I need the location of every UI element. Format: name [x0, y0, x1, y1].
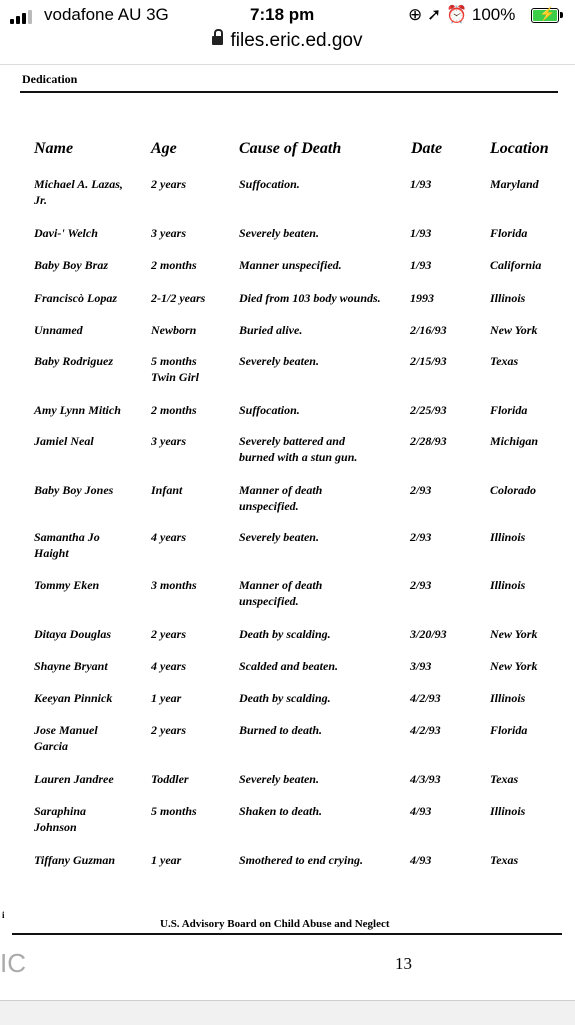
- cell-cause: Burned to death.: [239, 723, 323, 737]
- cell-age: 2 years: [151, 177, 186, 191]
- cell-age: 5 months: [151, 354, 197, 368]
- cell-age: 2 years: [151, 627, 186, 641]
- cell-location: Colorado: [490, 483, 537, 497]
- cell-location: New York: [490, 659, 538, 673]
- footer-text: U.S. Advisory Board on Child Abuse and Neglect: [160, 918, 390, 930]
- cell-date: 2/93: [410, 530, 432, 544]
- cell-name: Unnamed: [34, 323, 83, 337]
- eric-logo: IC: [0, 948, 26, 978]
- cell-cause: unspecified.: [239, 499, 299, 513]
- cell-age: 2 months: [151, 258, 197, 272]
- cell-cause: Severely beaten.: [239, 354, 319, 368]
- col-header-name: Name: [34, 140, 74, 157]
- col-header-age: Age: [151, 140, 177, 157]
- cell-cause: Suffocation.: [239, 403, 300, 417]
- cell-name: Johnson: [34, 820, 77, 834]
- cell-name: Baby Rodriguez: [34, 354, 114, 368]
- signal-icon: [10, 8, 36, 24]
- cell-location: Texas: [490, 354, 519, 368]
- cell-date: 4/93: [410, 804, 432, 818]
- cell-cause: Smothered to end crying.: [239, 853, 364, 867]
- status-icons: [408, 5, 515, 25]
- cell-cause: Severely battered and: [239, 434, 345, 448]
- cell-name: Michael A. Lazas,: [34, 177, 123, 191]
- cell-date: 3/20/93: [410, 627, 447, 641]
- page-bottom-edge: [0, 1000, 575, 1025]
- cell-location: Texas: [490, 853, 519, 867]
- cell-name: Baby Boy Braz: [34, 258, 109, 272]
- cell-age: Toddler: [151, 772, 189, 786]
- cell-name: Garcia: [34, 739, 68, 753]
- cell-name: Jr.: [34, 193, 48, 207]
- cell-location: California: [490, 258, 542, 272]
- cell-date: 4/2/93: [410, 691, 441, 705]
- cell-date: 2/16/93: [410, 323, 447, 337]
- cell-cause: Shaken to death.: [239, 804, 323, 818]
- cell-age: Newborn: [151, 323, 197, 337]
- cell-age: 2 months: [151, 403, 197, 417]
- cell-age: 5 months: [151, 804, 197, 818]
- cell-location: Florida: [490, 723, 528, 737]
- cell-cause: Death by scalding.: [239, 691, 331, 705]
- cell-name: Amy Lynn Mitich: [34, 403, 121, 417]
- cell-name: Haight: [34, 546, 69, 560]
- cell-age: 4 years: [151, 530, 186, 544]
- cell-cause: Severely beaten.: [239, 530, 319, 544]
- alarm-icon: ⏰: [445, 5, 468, 24]
- cell-age: 3 months: [151, 578, 197, 592]
- cell-age: 2-1/2 years: [151, 291, 206, 305]
- cell-cause: Severely beaten.: [239, 226, 319, 240]
- cell-location: Florida: [490, 403, 528, 417]
- cell-date: 1/93: [410, 258, 432, 272]
- cell-age: 3 years: [151, 434, 186, 448]
- cell-date: 4/3/93: [410, 772, 441, 786]
- cell-date: 4/2/93: [410, 723, 441, 737]
- header-rule: [20, 91, 558, 93]
- cell-date: 2/25/93: [410, 403, 447, 417]
- cell-cause: burned with a stun gun.: [239, 450, 358, 464]
- cell-location: Illinois: [490, 691, 526, 705]
- cell-location: Florida: [490, 226, 528, 240]
- lock-icon: [212, 36, 223, 45]
- section-title: Dedication: [22, 72, 78, 86]
- url-text: files.eric.ed.gov: [230, 30, 363, 51]
- cell-location: Maryland: [490, 177, 539, 191]
- cell-name: Keeyan Pinnick: [34, 691, 113, 705]
- cell-age: 4 years: [151, 659, 186, 673]
- cell-cause: Buried alive.: [239, 323, 303, 337]
- cell-date: 4/93: [410, 853, 432, 867]
- cell-name: Franciscò Lopaz: [34, 291, 118, 305]
- cell-date: 1/93: [410, 226, 432, 240]
- cell-name: Lauren Jandree: [34, 772, 114, 786]
- cell-age: 2 years: [151, 723, 186, 737]
- location-icon: ➚: [426, 5, 442, 24]
- footer-rule: [12, 933, 562, 935]
- address-bar[interactable]: [0, 30, 575, 60]
- cell-name: Baby Boy Jones: [34, 483, 114, 497]
- cell-date: 2/93: [410, 483, 432, 497]
- orientation-lock-icon: ⊕: [408, 5, 423, 24]
- col-header-date: Date: [411, 140, 443, 157]
- cell-name: Saraphina: [34, 804, 87, 818]
- cell-age: 3 years: [151, 226, 186, 240]
- cell-name: Jamiel Neal: [34, 434, 94, 448]
- cell-cause: Death by scalding.: [239, 627, 331, 641]
- cell-location: Texas: [490, 772, 519, 786]
- cell-location: New York: [490, 323, 538, 337]
- cell-cause: unspecified.: [239, 594, 299, 608]
- divider: [0, 64, 575, 65]
- page-number: 13: [395, 954, 412, 973]
- cell-name: Tiffany Guzman: [34, 853, 116, 867]
- cell-location: Illinois: [490, 578, 526, 592]
- carrier-label: vodafone AU 3G: [44, 5, 169, 24]
- cell-location: Illinois: [490, 804, 526, 818]
- cell-location: Michigan: [490, 434, 539, 448]
- cell-name: Tommy Eken: [34, 578, 100, 592]
- cell-date: 1993: [410, 291, 434, 305]
- cell-age: Twin Girl: [151, 370, 199, 384]
- cell-location: Illinois: [490, 530, 526, 544]
- cell-cause: Severely beaten.: [239, 772, 319, 786]
- cell-name: Samantha Jo: [34, 530, 100, 544]
- cell-cause: Died from 103 body wounds.: [239, 291, 381, 305]
- cell-date: 2/93: [410, 578, 432, 592]
- cell-date: 2/15/93: [410, 354, 447, 368]
- cell-name: Ditaya Douglas: [34, 627, 112, 641]
- cell-cause: Suffocation.: [239, 177, 300, 191]
- cell-name: Jose Manuel: [34, 723, 98, 737]
- cell-name: Davi-' Welch: [34, 226, 98, 240]
- margin-mark: i: [2, 910, 5, 920]
- battery-percent: 100%: [471, 5, 516, 24]
- cell-cause: Manner of death: [239, 578, 323, 592]
- cell-age: 1 year: [151, 691, 182, 705]
- cell-location: Illinois: [490, 291, 526, 305]
- status-bar: [0, 0, 575, 32]
- cell-age: 1 year: [151, 853, 182, 867]
- cell-age: Infant: [151, 483, 183, 497]
- cell-cause: Scalded and beaten.: [239, 659, 338, 673]
- cell-date: 3/93: [410, 659, 432, 673]
- clock: 7:18 pm: [250, 5, 315, 24]
- cell-date: 2/28/93: [410, 434, 447, 448]
- col-header-location: Location: [490, 140, 549, 157]
- col-header-cause: Cause of Death: [239, 140, 342, 157]
- cell-cause: Manner of death: [239, 483, 323, 497]
- cell-date: 1/93: [410, 177, 432, 191]
- cell-name: Shayne Bryant: [34, 659, 108, 673]
- cell-location: New York: [490, 627, 538, 641]
- battery-icon: ⚡: [531, 8, 559, 23]
- cell-cause: Manner unspecified.: [239, 258, 342, 272]
